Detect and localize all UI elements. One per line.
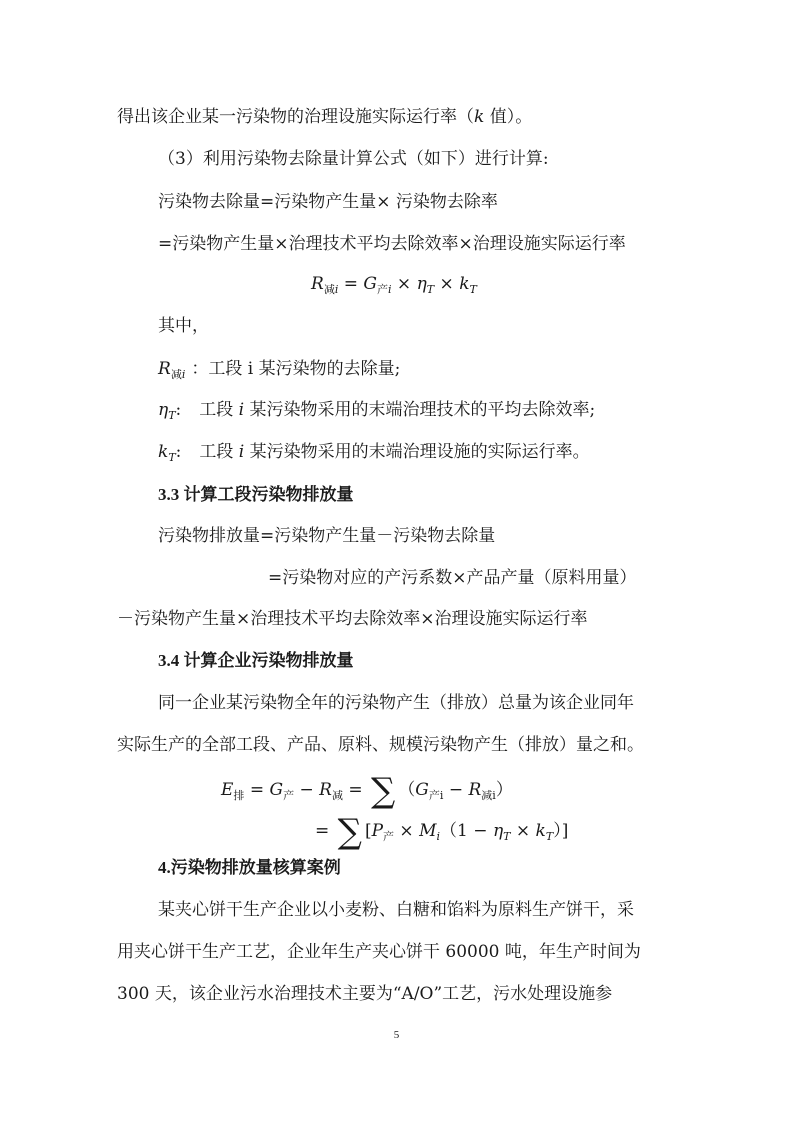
math-variable: R — [311, 274, 324, 294]
math-operator: − — [467, 821, 493, 841]
math-variable: i — [238, 442, 245, 462]
text: 得出该企业某一污染物的治理设施实际运行率（ — [117, 107, 474, 127]
definition-text: 某污染物采用的末端治理设施的实际运行率。 — [244, 442, 590, 462]
math-variable: G — [415, 780, 429, 800]
math-operator: × — [434, 274, 460, 294]
page-number: 5 — [393, 1029, 400, 1041]
math-operator: = — [338, 274, 364, 294]
math-variable: η — [158, 400, 169, 420]
math-operator: : — [175, 442, 182, 462]
paragraph-line: （3）利用污染物去除量计算公式（如下）进行计算: — [158, 149, 549, 169]
summation-symbol: ∑ — [371, 771, 396, 811]
math-variable: R — [319, 780, 332, 800]
math-subscript: 产 — [283, 789, 295, 802]
math-variable: M — [419, 821, 437, 841]
math-subscript: i — [492, 789, 496, 802]
math-subscript: 减 — [170, 368, 182, 381]
definition-line — [158, 357, 400, 383]
math-subscript: T — [168, 409, 176, 422]
paragraph-line: 300 天，该企业污水治理技术主要为“A/O”工艺，污水处理设施参 — [117, 984, 613, 1004]
math-operator: （ — [398, 780, 416, 800]
math-subscript: i — [436, 830, 441, 843]
math-subscript: i — [334, 283, 339, 296]
math-variable: G — [363, 274, 377, 294]
definition-text: 工段 — [199, 400, 239, 420]
definition-symbol — [158, 400, 181, 420]
math-variable: G — [269, 780, 284, 800]
math-variable: k — [474, 107, 485, 127]
math-operator: ） — [553, 821, 562, 841]
math-operator: = — [315, 821, 335, 841]
math-variable: η — [416, 274, 427, 294]
formula-total-emission-expanded — [315, 812, 569, 852]
definition-text: ：工段 i 某污染物的去除量; — [191, 359, 401, 379]
math-variable: R — [158, 359, 171, 379]
math-subscript: i — [439, 789, 444, 802]
paragraph-line: 实际生产的全部工段、产品、原料、规模污染物产生（排放）量之和。 — [117, 735, 644, 755]
math-subscript: T — [168, 451, 176, 464]
paragraph-line: －污染物产生量×治理技术平均去除效率×治理设施实际运行率 — [117, 609, 588, 629]
math-subscript: 产 — [428, 789, 440, 802]
math-operator: × — [394, 821, 420, 841]
math-operator: : — [175, 400, 182, 420]
math-subscript: 减 — [481, 789, 493, 802]
text: 值）。 — [484, 107, 533, 127]
paragraph-line: 污染物去除量=污染物产生量× 污染物去除率 — [158, 192, 498, 212]
math-variable: η — [492, 821, 504, 841]
paragraph-line: 其中， — [158, 316, 209, 336]
paragraph-line: =污染物对应的产污系数×产品产量（原料用量） — [268, 568, 637, 588]
summation-symbol: ∑ — [337, 812, 362, 852]
math-operator: = — [342, 780, 369, 800]
math-subscript: 产 — [377, 283, 388, 296]
formula-total-emission — [221, 771, 513, 811]
definition-text: 某污染物采用的末端治理技术的平均去除效率; — [244, 400, 596, 420]
math-operator: ） — [495, 780, 513, 800]
math-operator: × — [391, 274, 417, 294]
definition-symbol — [158, 442, 181, 462]
paragraph-line: 某夹心饼干生产企业以小麦粉、白糖和馅料为原料生产饼干，采 — [158, 900, 634, 920]
paragraph-line: 同一企业某污染物全年的污染物产生（排放）总量为该企业同年 — [158, 693, 634, 713]
math-subscript: 减 — [331, 789, 343, 802]
math-subscript: T — [503, 830, 511, 843]
math-operator: ] — [561, 821, 569, 841]
math-variable: i — [238, 400, 245, 420]
definition-line — [158, 440, 590, 466]
math-operator: − — [294, 780, 320, 800]
math-variable: k — [459, 274, 470, 294]
math-subscript: 减 — [323, 283, 335, 296]
section-heading-3-4: 3.4 计算企业污染物排放量 — [158, 651, 354, 670]
paragraph-line: =污染物产生量×治理技术平均去除效率×治理设施实际运行率 — [158, 234, 626, 254]
math-number: 1 — [457, 821, 468, 841]
math-subscript: T — [545, 830, 554, 843]
section-heading-3-3: 3.3 计算工段污染物排放量 — [158, 485, 354, 504]
math-variable: P — [371, 821, 384, 841]
definition-text: 工段 — [199, 442, 239, 462]
math-subscript: 产 — [383, 830, 395, 843]
math-subscript: T — [469, 283, 477, 296]
math-operator: = — [244, 780, 270, 800]
math-variable: R — [468, 780, 482, 800]
math-subscript: i — [388, 283, 392, 296]
math-variable: k — [158, 442, 169, 462]
math-subscript: 排 — [233, 789, 245, 802]
math-operator: （ — [440, 821, 458, 841]
math-operator: [ — [364, 821, 372, 841]
math-operator: × — [510, 821, 536, 841]
definition-line — [158, 398, 595, 424]
math-subscript: i — [181, 368, 186, 381]
definition-symbol — [158, 359, 185, 379]
paragraph-line: 用夹心饼干生产工艺，企业年生产夹心饼干 60000 吨，年生产时间为 — [117, 942, 641, 962]
math-operator: − — [443, 780, 469, 800]
math-variable: k — [535, 821, 546, 841]
math-variable: E — [221, 780, 234, 800]
section-heading-4: 4.污染物排放量核算案例 — [158, 858, 341, 877]
formula-removal — [311, 272, 477, 298]
math-subscript: T — [426, 283, 435, 296]
paragraph-line: 污染物排放量=污染物产生量－污染物去除量 — [158, 526, 496, 546]
paragraph-line — [117, 105, 532, 129]
